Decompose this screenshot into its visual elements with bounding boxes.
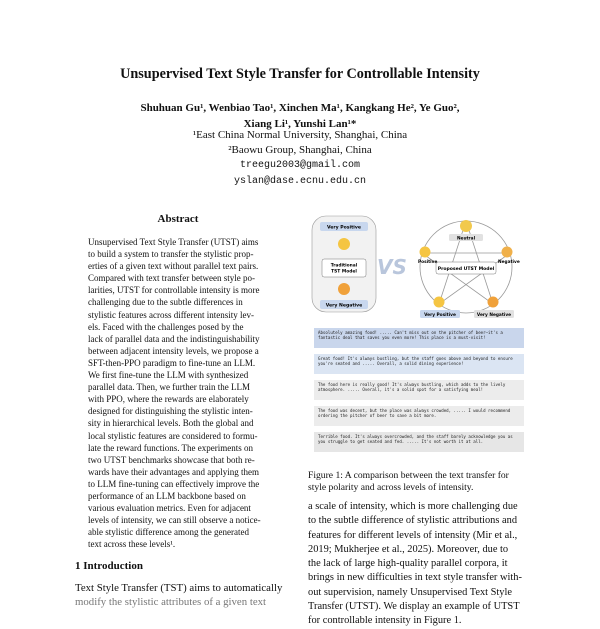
- proposed-model-pentagram: [418, 220, 520, 318]
- abstract-line: text across these levels¹.: [88, 539, 176, 550]
- example-text-box: The food here is really good! It's always bustling, which adds to the lively atmosphere. ..... Overall, it's a solid spot for a satisfying meal!: [314, 380, 524, 400]
- traditional-model-label-1: Traditional: [330, 263, 358, 269]
- abstract-line: stylistic features across different intensity lev-: [88, 309, 255, 320]
- body-line: Transfer (UTST). We display an example of UTST: [308, 601, 520, 613]
- caption-line: style polarity and across levels of intensity.: [308, 482, 474, 493]
- negative-face-icon: [502, 247, 513, 258]
- abstract-line: sity in hierarchical levels. Both the global and: [88, 418, 254, 429]
- body-line: the lack of large high-quality parallel corpora, it: [308, 558, 508, 570]
- abstract-line: Compared with text transfer between style po-: [88, 273, 255, 284]
- abstract-line: with PPO, where the rewards are elaborately: [88, 394, 249, 405]
- happy-face-icon: [338, 238, 350, 250]
- caption-line: Figure 1: A comparison between the text transfer for: [308, 470, 509, 481]
- abstract-line: We first fine-tune the LLM with synthesized: [88, 370, 249, 381]
- vs-label: VS: [377, 255, 407, 279]
- abstract-line: local stylistic features are considered to formu-: [88, 430, 258, 441]
- body-line: a scale of intensity, which is more challenging due: [308, 501, 518, 512]
- example-text-box: Absolutely amazing food! ..... Can't miss out on the pitcher of beer—it's a fantastic deal that saves you even more! This place is a must-visit!: [314, 328, 524, 348]
- positive-face-icon: [420, 247, 431, 258]
- example-text-box: Great food! It's always bustling, but the staff goes above and beyond to ensure you're seated and ..... Overall, a solid dining experience!: [314, 354, 524, 374]
- abstract-line: Unsupervised Text Style Transfer (UTST) aims: [88, 237, 259, 247]
- abstract-line: lack of parallel data and the indistinguishability: [88, 333, 260, 344]
- neutral-face-icon: [460, 220, 472, 232]
- very-negative-face-icon: [488, 297, 499, 308]
- affiliations: [90, 128, 510, 158]
- abstract-line: performance of an LLM backbone based on: [88, 490, 246, 501]
- intro-text-line: Text Style Transfer (TST) aims to automatically: [75, 582, 283, 594]
- figure-1: [308, 212, 530, 466]
- section-heading-introduction: 1 Introduction: [75, 560, 143, 572]
- abstract-line: levels of intensity, we can still observe a notice-: [88, 515, 261, 526]
- abstract-line: designed for distinguishing the stylistic inten-: [88, 406, 253, 417]
- abstract-line: to LLM fine-tuning can effectively improve the: [88, 478, 260, 489]
- neutral-label: Neutral: [456, 236, 476, 242]
- abstract-line: two UTST benchmarks showcase that both re-: [88, 454, 255, 465]
- abstract-line: able stylistic difference among the generated: [88, 527, 250, 538]
- positive-label: Positive: [418, 260, 438, 265]
- abstract-line: between adjacent intensity levels, we propose a: [88, 345, 259, 356]
- traditional-top-label: Very Positive: [327, 225, 361, 231]
- body-line: 2019; Mukherjee et al., 2025). Moreover, due to: [308, 543, 509, 555]
- body-line: for controllable intensity in Figure 1.: [308, 615, 462, 627]
- paper-title: Unsupervised Text Style Transfer for Controllable Intensity: [120, 66, 480, 82]
- abstract-heading: Abstract: [157, 213, 199, 225]
- authors-line-1: Shuhuan Gu¹, Wenbiao Tao¹, Xinchen Ma¹, Kangkang He², Ye Guo²,: [140, 102, 460, 114]
- proposed-model-label: Proposed UTST Model: [437, 267, 495, 272]
- sad-face-icon: [338, 283, 350, 295]
- body-line: features for different levels of intensity (Mir et al.,: [308, 529, 518, 541]
- example-text-box: Terrible food. It's always overcrowded, and the staff barely acknowledge you as you struggle to get seated and fed. ..... It's not worth it at all.: [314, 432, 524, 452]
- very-positive-label: Very Positive: [424, 312, 456, 318]
- body-line: brings in new difficulties in text style transfer with-: [308, 572, 522, 584]
- abstract-line: els. Faced with the challenges posed by the: [88, 321, 244, 332]
- affiliation-1: ¹East China Normal University, Shanghai, China: [192, 129, 408, 141]
- traditional-model-label-2: TST Model: [331, 269, 357, 275]
- right-column-body: [308, 500, 530, 629]
- affiliation-2: ²Baowu Group, Shanghai, China: [228, 144, 372, 156]
- abstract-line: parallel data. Then, we further train the LLM: [88, 382, 251, 393]
- abstract-line: larities, UTST for controllable intensity is more: [88, 285, 260, 296]
- body-line: to the subtle difference of stylistic attributions and: [308, 515, 518, 527]
- negative-label: Negative: [498, 260, 520, 265]
- abstract-line: various evaluation metrics. Even for adjacent: [88, 503, 251, 514]
- traditional-bottom-label: Very Negative: [325, 303, 363, 309]
- email-2[interactable]: yslan@dase.ecnu.edu.cn: [233, 176, 367, 187]
- abstract-line: late the reward functions. The experiments on: [88, 442, 254, 453]
- emails: [90, 158, 510, 190]
- email-1[interactable]: treegu2003@gmail.com: [239, 160, 361, 171]
- abstract-body: [88, 236, 274, 550]
- very-negative-label: Very Negative: [476, 312, 512, 318]
- abstract-line: erties of a given text without parallel text pairs.: [88, 261, 259, 272]
- authors-line-2: Xiang Li¹, Yunshi Lan¹*: [243, 118, 357, 130]
- abstract-line: SFT-then-PPO paradigm to fine-tune an LLM.: [88, 357, 256, 368]
- very-positive-face-icon: [434, 297, 445, 308]
- intro-text-line: modify the stylistic attributes of a given text: [75, 596, 267, 608]
- abstract-line: to build a system to transfer the stylistic prop-: [88, 249, 254, 260]
- figure-caption: [308, 470, 530, 494]
- example-text-box: The food was decent, but the place was always crowded, ..... I would recommend ordering the pitcher of beer to save a bit more.: [314, 406, 524, 426]
- abstract-line: wards have their advantages and applying them: [88, 466, 259, 477]
- abstract-line: challenging due to the subtle differences in: [88, 297, 243, 308]
- body-line: out supervision, namely Unsupervised Text Style: [308, 586, 512, 598]
